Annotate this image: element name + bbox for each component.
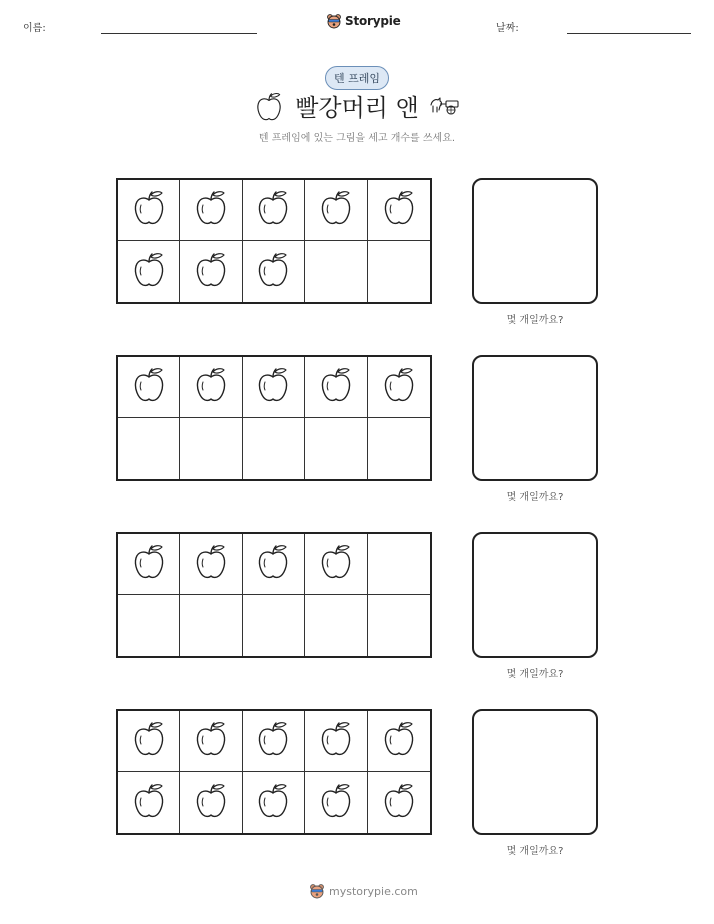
apple-icon xyxy=(382,783,416,823)
frame-cell xyxy=(180,595,242,656)
apple-icon xyxy=(132,252,166,292)
frame-cell xyxy=(368,241,430,302)
question-label: 몇 개일까요? xyxy=(506,492,564,503)
frame-cell xyxy=(243,711,305,772)
apple-icon xyxy=(256,190,290,230)
answer-box[interactable] xyxy=(472,178,598,304)
apple-icon xyxy=(319,367,353,407)
brand-logo xyxy=(326,13,401,29)
frame-cell xyxy=(305,357,367,418)
apple-icon xyxy=(194,252,228,292)
page-title: 빨강머리 앤 xyxy=(295,94,419,122)
frame-cell xyxy=(305,241,367,302)
brand-name: Storypie xyxy=(345,14,401,28)
apple-icon xyxy=(194,367,228,407)
horse-cart-icon xyxy=(429,95,461,121)
apple-icon xyxy=(256,252,290,292)
frame-cell xyxy=(243,180,305,241)
apple-icon xyxy=(319,783,353,823)
apple-icon xyxy=(256,783,290,823)
question-label: 몇 개일까요? xyxy=(506,846,564,857)
ten-frame xyxy=(116,532,432,658)
frame-cell xyxy=(243,534,305,595)
apple-icon xyxy=(132,721,166,761)
worksheet-type-badge: 텐 프레임 xyxy=(325,66,389,90)
footer xyxy=(309,883,418,899)
apple-icon xyxy=(319,544,353,584)
frame-cell xyxy=(368,180,430,241)
frame-cell xyxy=(118,772,180,833)
answer-box[interactable] xyxy=(472,355,598,481)
date-field[interactable] xyxy=(567,33,691,34)
frame-cell xyxy=(243,357,305,418)
frame-cell xyxy=(118,180,180,241)
frame-cell xyxy=(368,595,430,656)
apple-icon xyxy=(319,190,353,230)
ten-frame xyxy=(116,178,432,304)
apple-icon xyxy=(256,721,290,761)
frame-cell xyxy=(368,357,430,418)
name-label: 이름: xyxy=(23,23,46,34)
apple-icon xyxy=(382,721,416,761)
frame-cell xyxy=(118,241,180,302)
apple-icon xyxy=(194,721,228,761)
apple-icon xyxy=(132,367,166,407)
apple-icon xyxy=(256,544,290,584)
apple-icon xyxy=(132,544,166,584)
answer-box[interactable] xyxy=(472,532,598,658)
frame-cell xyxy=(180,711,242,772)
instructions: 텐 프레임에 있는 그림을 세고 개수를 쓰세요. xyxy=(258,133,456,144)
storypie-bear-logo-icon xyxy=(309,883,325,899)
apple-icon xyxy=(256,367,290,407)
frame-cell xyxy=(118,418,180,479)
frame-cell xyxy=(243,772,305,833)
frame-cell xyxy=(305,711,367,772)
frame-cell xyxy=(305,180,367,241)
ten-frame xyxy=(116,709,432,835)
apple-icon xyxy=(194,544,228,584)
frame-cell xyxy=(305,418,367,479)
apple-icon xyxy=(319,721,353,761)
frame-cell xyxy=(368,772,430,833)
frame-cell xyxy=(368,534,430,595)
frame-cell xyxy=(118,595,180,656)
frame-cell xyxy=(118,711,180,772)
frame-cell xyxy=(180,772,242,833)
frame-cell xyxy=(118,534,180,595)
apple-icon xyxy=(382,190,416,230)
frame-cell xyxy=(368,711,430,772)
frame-cell xyxy=(180,241,242,302)
frame-cell xyxy=(243,418,305,479)
frame-cell xyxy=(180,534,242,595)
frame-cell xyxy=(243,241,305,302)
apple-icon xyxy=(194,783,228,823)
frame-cell xyxy=(305,772,367,833)
frame-cell xyxy=(243,595,305,656)
apple-icon xyxy=(132,783,166,823)
answer-box[interactable] xyxy=(472,709,598,835)
frame-cell xyxy=(368,418,430,479)
frame-cell xyxy=(305,595,367,656)
frame-cell xyxy=(305,534,367,595)
question-label: 몇 개일까요? xyxy=(506,315,564,326)
apple-icon xyxy=(194,190,228,230)
date-label: 날짜: xyxy=(496,23,519,34)
question-label: 몇 개일까요? xyxy=(506,669,564,680)
frame-cell xyxy=(180,357,242,418)
name-field[interactable] xyxy=(101,33,257,34)
ten-frame xyxy=(116,355,432,481)
footer-url: mystorypie.com xyxy=(329,884,418,898)
frame-cell xyxy=(180,418,242,479)
storypie-bear-logo-icon xyxy=(326,13,342,29)
apple-icon xyxy=(132,190,166,230)
frame-cell xyxy=(180,180,242,241)
apple-icon xyxy=(382,367,416,407)
frame-cell xyxy=(118,357,180,418)
